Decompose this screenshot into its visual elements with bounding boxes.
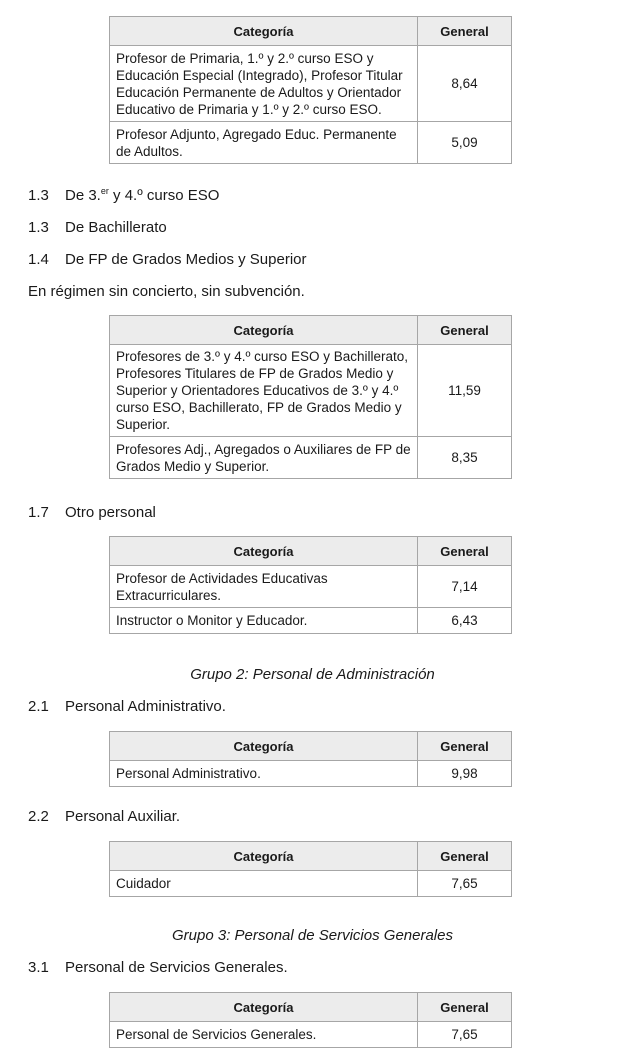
category-cell: Profesores de 3.º y 4.º curso ESO y Bachillerato, Profesores Titulares de FP de Grados Medio y Superior y Orientadores Educativos de 3.º y 4.º curso ESO, Bachillerato, FP de Grados Medio y Superior. (110, 345, 418, 437)
category-cell: Profesor de Primaria, 1.º y 2.º curso ESO y Educación Especial (Integrado), Profesor Titular Educación Permanente de Adultos y Orientador Educativo de Primaria y 1.º y 2.º curso ESO. (110, 46, 418, 122)
category-cell: Cuidador (110, 871, 418, 897)
general-value-cell: 7,65 (418, 1022, 512, 1048)
general-column-header: General (418, 993, 512, 1022)
table-row (110, 345, 512, 437)
section-number: 3.1 (28, 959, 49, 976)
table-row (110, 761, 512, 787)
salary-table-eso-bachillerato (109, 315, 512, 479)
section-title: De Bachillerato (65, 219, 167, 236)
table-header-row (110, 732, 512, 761)
section-title: Personal Auxiliar. (65, 808, 181, 825)
section-title: De 3.$^{er}$ y 4.º curso ESO (65, 186, 220, 204)
section-heading (28, 959, 288, 977)
section-heading (28, 219, 167, 237)
table-row (110, 608, 512, 634)
category-column-header: Categoría (110, 17, 418, 46)
section-number: 2.1 (28, 698, 49, 715)
table-header-row (110, 993, 512, 1022)
category-column-header: Categoría (110, 993, 418, 1022)
table-row (110, 122, 512, 164)
section-number: 1.7 (28, 504, 49, 521)
section-heading (28, 251, 307, 269)
group-heading: Grupo 3: Personal de Servicios Generales (172, 927, 453, 944)
general-column-header: General (418, 732, 512, 761)
table-row (110, 437, 512, 479)
section-title: De FP de Grados Medios y Superior (65, 251, 307, 268)
salary-table-auxiliar (109, 841, 512, 897)
section-heading (28, 187, 219, 205)
category-column-header: Categoría (110, 537, 418, 566)
table-header-row (110, 537, 512, 566)
general-column-header: General (418, 537, 512, 566)
section-title: Personal Administrativo. (65, 698, 226, 715)
general-value-cell: 8,35 (418, 437, 512, 479)
category-column-header: Categoría (110, 316, 418, 345)
general-value-cell: 7,14 (418, 566, 512, 608)
salary-table-otro-personal (109, 536, 512, 634)
section-title: Otro personal (65, 504, 156, 521)
category-cell: Personal de Servicios Generales. (110, 1022, 418, 1048)
table-header-row (110, 17, 512, 46)
general-value-cell: 7,65 (418, 871, 512, 897)
general-column-header: General (418, 842, 512, 871)
general-value-cell: 9,98 (418, 761, 512, 787)
category-cell: Personal Administrativo. (110, 761, 418, 787)
salary-table-primaria (109, 16, 512, 164)
salary-table-servicios-generales (109, 992, 512, 1048)
section-heading (28, 504, 156, 522)
category-cell: Profesor de Actividades Educativas Extracurriculares. (110, 566, 418, 608)
regime-paragraph: En régimen sin concierto, sin subvención. (28, 283, 305, 300)
general-value-cell: 6,43 (418, 608, 512, 634)
table-row (110, 1022, 512, 1048)
general-column-header: General (418, 17, 512, 46)
section-title: Personal de Servicios Generales. (65, 959, 288, 976)
category-cell: Instructor o Monitor y Educador. (110, 608, 418, 634)
table-row (110, 46, 512, 122)
group-heading: Grupo 2: Personal de Administración (190, 666, 435, 683)
section-number: 1.3 (28, 187, 49, 204)
section-number: 2.2 (28, 808, 49, 825)
general-value-cell: 8,64 (418, 46, 512, 122)
salary-table-administrativo (109, 731, 512, 787)
category-cell: Profesores Adj., Agregados o Auxiliares de FP de Grados Medio y Superior. (110, 437, 418, 479)
general-column-header: General (418, 316, 512, 345)
table-row (110, 566, 512, 608)
section-number: 1.4 (28, 251, 49, 268)
table-header-row (110, 316, 512, 345)
general-value-cell: 11,59 (418, 345, 512, 437)
section-heading (28, 808, 180, 826)
section-number: 1.3 (28, 219, 49, 236)
table-header-row (110, 842, 512, 871)
category-column-header: Categoría (110, 842, 418, 871)
section-heading (28, 698, 226, 716)
category-cell: Profesor Adjunto, Agregado Educ. Permanente de Adultos. (110, 122, 418, 164)
category-column-header: Categoría (110, 732, 418, 761)
general-value-cell: 5,09 (418, 122, 512, 164)
table-row (110, 871, 512, 897)
